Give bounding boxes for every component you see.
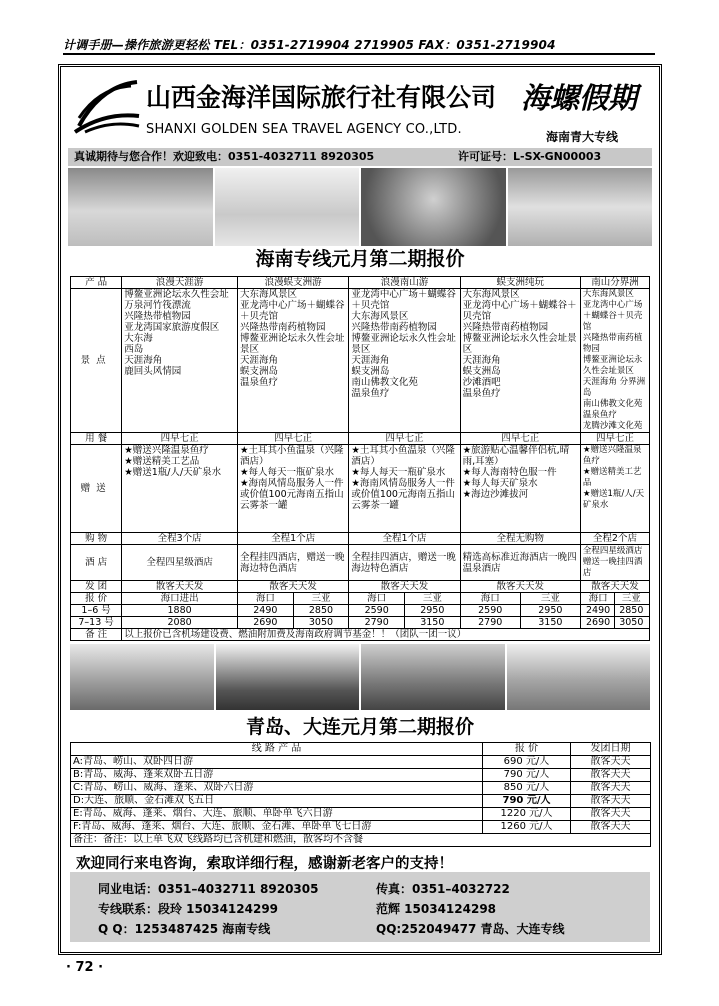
company-name-en: SHANXI GOLDEN SEA TRAVEL AGENCY CO.,LTD.	[146, 122, 462, 137]
contact-welcome: 真诚期待与您合作！欢迎致电：0351-4032711 8920305	[74, 150, 375, 163]
price-pair	[580, 617, 649, 629]
meal-cell: 四早七正	[238, 433, 349, 445]
price-cell: 2590	[460, 605, 520, 617]
route-price: 1260 元/人	[483, 821, 571, 834]
header-hotel: 酒 店	[71, 545, 122, 581]
product-name: 浪漫蜈支洲游	[238, 277, 349, 289]
gift-cell: ★赠送兴隆温泉鱼疗 ★赠送精美工艺品 ★赠送1瓶/人/天矿泉水	[580, 445, 649, 533]
meal-cell: 四早七正	[460, 433, 580, 445]
price-cell: 2790	[460, 617, 520, 629]
company-name-cn: 山西金海洋国际旅行社有限公司	[146, 83, 497, 112]
table-row	[71, 289, 650, 433]
depart-cell: 散客天天发	[238, 581, 349, 593]
price-header: 海口进出	[122, 593, 238, 605]
table-row	[71, 445, 650, 533]
route-cell: B:青岛、威海、蓬莱双卧五日游	[71, 769, 483, 782]
shop-cell: 全程3个店	[122, 533, 238, 545]
route-date: 散客天天	[571, 756, 651, 769]
header-date: 发团日期	[571, 743, 651, 756]
route-date: 散客天天	[571, 821, 651, 834]
hotel-cell: 全程挂四酒店，赠送一晚海边特色酒店	[238, 545, 349, 581]
route-date: 散客天天	[571, 808, 651, 821]
hotel-cell: 全程挂四酒店，赠送一晚海边特色酒店	[349, 545, 460, 581]
table-row	[71, 605, 650, 617]
spots-cell: 博鳌亚洲论坛永久性会址万泉河竹筏漂流 兴隆热带植物园 亚龙湾国家旅游度假区 大东海 西岛 天涯海角 鹿回头风情园	[122, 289, 238, 433]
product-name: 蜈支洲纯玩	[460, 277, 580, 289]
gift-cell: ★旅游贴心温馨伴侣杭,晴雨,耳塞） ★每人海南特色服一件 ★每人每天矿泉水 ★海边沙滩拔河	[460, 445, 580, 533]
price-cell: 3050	[619, 617, 644, 628]
meal-cell: 四早七正	[580, 433, 649, 445]
header-depart: 发 团	[71, 581, 122, 593]
price-header: 三亚	[520, 593, 580, 605]
page-number: · 72 ·	[66, 960, 104, 975]
table-row	[71, 277, 650, 289]
spots-cell: 大东海风景区 亚龙湾中心广场＋蝴蝶谷＋贝壳馆 兴隆热带南药植物园 博鳌亚洲论坛永久性会址景区 天涯海角 蜈支洲岛 沙滩酒吧 温泉鱼疗	[460, 289, 580, 433]
row-label: 7–13 号	[71, 617, 122, 629]
spots-cell: 亚龙湾中心广场＋蝴蝶谷＋贝壳馆 大东海风景区 兴隆热带南药植物园 博鳌亚洲论坛永久性会址景区 天涯海角 蜈支洲岛 南山佛教文化苑 温泉鱼疗	[349, 289, 460, 433]
shop-cell: 全程无购物	[460, 533, 580, 545]
route-cell: D:大连、旅顺、金石滩双飞五日	[71, 795, 483, 808]
price-cell: 2690	[238, 617, 294, 629]
table-row	[71, 769, 651, 782]
price-header: 三亚	[404, 593, 460, 605]
price-header-pair	[580, 593, 649, 605]
footer-contact-2: 范辉 15034124298	[376, 902, 497, 916]
route-cell: E:青岛、威海、蓬莱、烟台、大连、旅顺、单卧单飞六日游	[71, 808, 483, 821]
price-header: 海口	[582, 593, 615, 604]
table-row	[71, 808, 651, 821]
header-meal: 用 餐	[71, 433, 122, 445]
footer-qq-1: Q Q：1253487425 海南专线	[98, 922, 271, 936]
route-price: 690 元/人	[483, 756, 571, 769]
price-header: 海口	[460, 593, 520, 605]
price-cell: 3150	[520, 617, 580, 629]
underwater-photo	[361, 168, 506, 246]
header-route: 线 路 产 品	[71, 743, 483, 756]
table-row	[71, 821, 651, 834]
hotel-cell: 全程四星级酒店赠送一晚挂四酒店	[580, 545, 649, 581]
city-skyline-photo	[70, 644, 214, 710]
hainan-price-table	[70, 276, 650, 641]
table-row	[71, 834, 651, 847]
header-product: 产 品	[71, 277, 122, 289]
footer-qq-2: QQ:252049477 青岛、大连专线	[376, 922, 565, 936]
route-date: 散客天天	[571, 769, 651, 782]
meal-cell: 四早七正	[349, 433, 460, 445]
footer-contact-box	[70, 872, 650, 942]
seaside-city-photo	[507, 644, 651, 710]
route-cell: A:青岛、崂山、双卧四日游	[71, 756, 483, 769]
content-area	[66, 72, 654, 947]
qingdao-photo-strip	[70, 644, 650, 710]
depart-cell: 散客天天发	[460, 581, 580, 593]
brand-title: 海螺假期	[521, 81, 638, 115]
table-row	[71, 743, 651, 756]
gift-cell: ★赠送兴隆温泉鱼疗 ★赠送精美工艺品 ★赠送1瓶/人/天矿泉水	[122, 445, 238, 533]
hainan-photo-strip	[68, 168, 652, 246]
route-cell: C:青岛、崂山、威海、蓬莱、双卧六日游	[71, 782, 483, 795]
table-row	[71, 617, 650, 629]
route-date: 散客天天	[571, 795, 651, 808]
header-shop: 购 物	[71, 533, 122, 545]
note-cell: 以上报价已含机场建设费、燃油附加费及海南政府调节基金！！（团队一团一议）	[122, 629, 650, 641]
spots-cell: 大东海风景区 亚龙湾中心广场＋蝴蝶谷＋贝壳馆 兴隆热带南药植物园 博鳌亚洲论坛永久性会址景区 天涯海角 蜈支洲岛 温泉鱼疗	[238, 289, 349, 433]
depart-cell: 散客天天发	[349, 581, 460, 593]
shop-cell: 全程1个店	[238, 533, 349, 545]
row-label: 1–6 号	[71, 605, 122, 617]
product-name: 南山分界洲	[580, 277, 649, 289]
hotel-cell: 全程四星级酒店	[122, 545, 238, 581]
table-row	[71, 795, 651, 808]
price-cell: 2690	[582, 617, 615, 628]
price-header: 三亚	[293, 593, 349, 605]
price-cell: 2490	[582, 605, 615, 616]
header-gift: 赠送	[71, 445, 122, 533]
price-cell: 3050	[293, 617, 349, 629]
table-row	[71, 533, 650, 545]
depart-cell: 散客天天发	[122, 581, 238, 593]
table-row	[71, 629, 650, 641]
price-cell: 1880	[122, 605, 238, 617]
price-cell: 2080	[122, 617, 238, 629]
gift-cell: ★土耳其小鱼温泉（兴隆酒店） ★每人每天一瓶矿泉水 ★海南风情岛服务人一件或价值100元海南五指山云雾茶一罐	[349, 445, 460, 533]
route-price: 790 元/人	[483, 795, 571, 808]
spots-cell: 大东海风景区 亚龙湾中心广场＋蝴蝶谷＋贝壳馆 兴隆热带南药植物园 博鳌亚洲论坛永久性会址景区 天涯海角 分界洲岛 南山佛教文化苑 温泉鱼疗 龙腾沙滩文化苑	[580, 289, 649, 433]
table-row	[71, 593, 650, 605]
shop-cell: 全程1个店	[349, 533, 460, 545]
gift-cell: ★土耳其小鱼温泉（兴隆酒店） ★每人每天一瓶矿泉水 ★海南风情岛服务人一件或价值100元海南五指山云雾茶一罐	[238, 445, 349, 533]
hainan-title: 海南专线元月第二期报价	[255, 248, 465, 270]
price-header: 三亚	[621, 593, 641, 604]
header-note: 备 注	[71, 629, 122, 641]
note-cell: 备注：备注：以上单飞双飞线路均已含机建和燃油，散客均不含餐	[71, 834, 651, 847]
route-price: 850 元/人	[483, 782, 571, 795]
price-cell: 3150	[404, 617, 460, 629]
header-spots: 景点	[71, 289, 122, 433]
route-date: 散客天天	[571, 782, 651, 795]
header-price: 报 价	[71, 593, 122, 605]
price-pair	[580, 605, 649, 617]
footer-fax: 传真：0351–4032722	[376, 882, 510, 896]
price-cell: 2950	[520, 605, 580, 617]
meal-cell: 四早七正	[122, 433, 238, 445]
price-cell: 2850	[293, 605, 349, 617]
price-cell: 2850	[619, 605, 644, 616]
price-header: 海口	[238, 593, 294, 605]
depart-cell: 散客天天发	[580, 581, 649, 593]
qingdao-price-table	[70, 742, 651, 847]
wave-logo-icon	[71, 76, 141, 134]
contact-bar	[68, 148, 652, 166]
footer-contact-1: 专线联系：段玲 15034124299	[98, 902, 279, 916]
price-cell: 2950	[404, 605, 460, 617]
beach-photo	[68, 168, 213, 246]
landmark-sculpture-photo	[216, 644, 360, 710]
license-number: 许可证号：L-SX-GN00003	[458, 150, 602, 163]
route-price: 1220 元/人	[483, 808, 571, 821]
table-row	[71, 433, 650, 445]
footer-welcome: 欢迎同行来电咨询，索取详细行程，感谢新老客户的支持！	[76, 856, 453, 872]
table-row	[71, 756, 651, 769]
price-cell: 2590	[349, 605, 405, 617]
qingdao-title: 青岛、大连元月第二期报价	[245, 716, 474, 738]
product-name: 浪漫天涯游	[122, 277, 238, 289]
table-row	[71, 581, 650, 593]
brand-subtitle: 海南青大专线	[546, 130, 619, 144]
footer-tel: 同业电话：0351–4032711 8920305	[98, 882, 319, 896]
route-cell: F:青岛、威海、蓬莱、烟台、大连、旅顺、金石滩、单卧单飞七日游	[71, 821, 483, 834]
couple-beach-photo	[215, 168, 360, 246]
price-cell: 2490	[238, 605, 294, 617]
top-banner: 计调手册—操作旅游更轻松 TEL：0351-2719904 2719905 FAX：0351-2719904	[63, 36, 655, 55]
price-header: 海口	[349, 593, 405, 605]
table-row	[71, 545, 650, 581]
route-price: 790 元/人	[483, 769, 571, 782]
table-row	[71, 782, 651, 795]
rocky-coast-photo	[361, 644, 505, 710]
shop-cell: 全程2个店	[580, 533, 649, 545]
header-price: 报 价	[483, 743, 571, 756]
island-photo	[508, 168, 653, 246]
hotel-cell: 精选高标准近海酒店一晚四温泉酒店	[460, 545, 580, 581]
price-cell: 2790	[349, 617, 405, 629]
product-name: 浪漫南山游	[349, 277, 460, 289]
